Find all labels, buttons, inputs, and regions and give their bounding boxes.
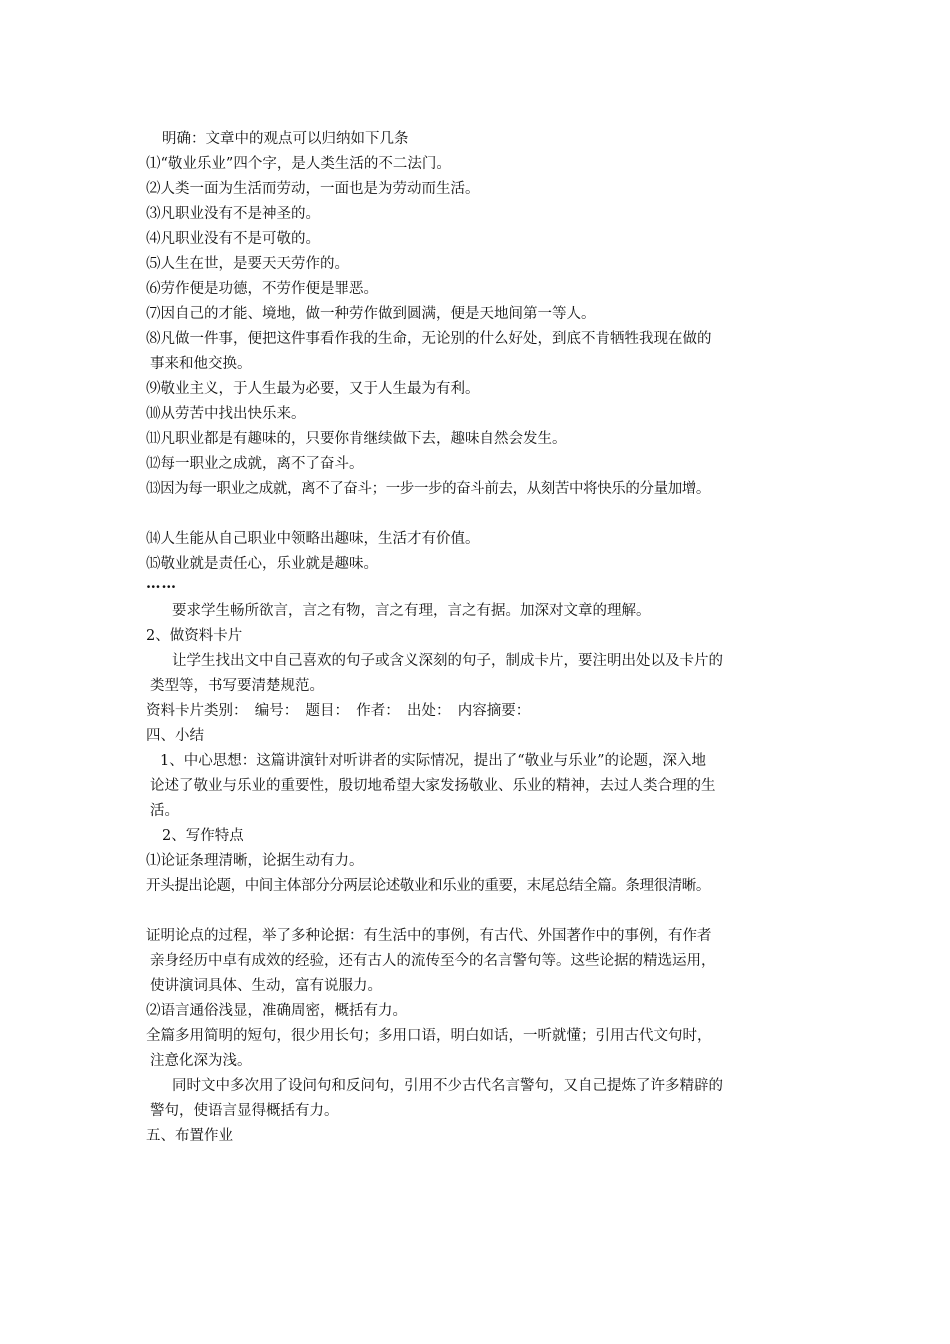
point-4: ⑷凡职业没有不是可敬的。 (146, 231, 320, 247)
central-idea-end: 活。 (150, 803, 179, 819)
point-3: ⑶凡职业没有不是神圣的。 (146, 206, 320, 222)
paragraph-discussion: 要求学生畅所欲言，言之有物，言之有理，言之有据。加深对文章的理解。 (172, 603, 651, 619)
point-11: ⑾凡职业都是有趣味的，只要你肯继续做下去，趣味自然会发生。 (146, 431, 567, 447)
point-10: ⑽从劳苦中找出快乐来。 (146, 406, 306, 422)
point-12: ⑿每一职业之成就，离不了奋斗。 (146, 456, 364, 472)
heading-make-cards: 2、做资料卡片 (146, 628, 243, 644)
point-2: ⑵人类一面为生活而劳动，一面也是为劳动而生活。 (146, 181, 480, 197)
feature-1-structure: 开头提出论题，中间主体部分分两层论述敬业和乐业的重要，末尾总结全篇。条理很清晰。 (146, 878, 710, 894)
point-8: ⑻凡做一件事，便把这件事看作我的生命，无论别的什么好处，到底不肯牺牲我现在做的 (146, 331, 712, 347)
feature-1-evidence-continued: 亲身经历中卓有成效的经验，还有古人的流传至今的名言警句等。这些论据的精选运用， (150, 953, 716, 969)
point-8-continued: 事来和他交换。 (150, 356, 252, 372)
ellipsis: …… (146, 575, 177, 592)
feature-1-evidence: 证明论点的过程，举了多种论据：有生活中的事例，有古代、外国著作中的事例，有作者 (146, 928, 712, 944)
feature-2-rhetoric-end: 警句，使语言显得概括有力。 (150, 1103, 339, 1119)
intro-line: 明确：文章中的观点可以归纳如下几条 (162, 131, 409, 147)
feature-2-rhetoric: 同时文中多次用了设问句和反问句，引用不少古代名言警句，又自己提炼了许多精辟的 (172, 1078, 723, 1094)
heading-homework: 五、布置作业 (146, 1128, 233, 1144)
heading-writing-features: 2、写作特点 (162, 828, 244, 844)
card-fields: 资料卡片类别： 编号： 题目： 作者： 出处： 内容摘要： (146, 703, 531, 719)
paragraph-cards-continued: 类型等，书写要清楚规范。 (150, 678, 324, 694)
paragraph-cards: 让学生找出文中自己喜欢的句子或含义深刻的句子，制成卡片，要注明出处以及卡片的 (172, 653, 723, 669)
central-idea: 1、中心思想：这篇讲演针对听讲者的实际情况，提出了“敬业与乐业”的论题，深入地 (160, 753, 707, 769)
point-14: ⒁人生能从自己职业中领略出趣味，生活才有价值。 (146, 531, 480, 547)
feature-2-title: ⑵语言通俗浅显，准确周密，概括有力。 (146, 1003, 407, 1019)
feature-2-sentences-end: 注意化深为浅。 (150, 1053, 252, 1069)
heading-summary: 四、小结 (146, 728, 204, 744)
point-5: ⑸人生在世，是要天天劳作的。 (146, 256, 349, 272)
feature-1-title: ⑴论证条理清晰，论据生动有力。 (146, 853, 364, 869)
central-idea-continued: 论述了敬业与乐业的重要性，殷切地希望大家发扬敬业、乐业的精神，去过人类合理的生 (150, 778, 716, 794)
point-15: ⒂敬业就是责任心，乐业就是趣味。 (146, 556, 378, 572)
point-1: ⑴“敬业乐业”四个字，是人类生活的不二法门。 (146, 156, 451, 172)
feature-2-sentences: 全篇多用简明的短句，很少用长句；多用口语，明白如话，一听就懂；引用古代文句时， (146, 1028, 712, 1044)
point-9: ⑼敬业主义，于人生最为必要，又于人生最为有利。 (146, 381, 480, 397)
point-7: ⑺因自己的才能、境地，做一种劳作做到圆满，便是天地间第一等人。 (146, 306, 596, 322)
feature-1-evidence-end: 使讲演词具体、生动，富有说服力。 (150, 978, 382, 994)
point-6: ⑹劳作便是功德，不劳作便是罪恶。 (146, 281, 378, 297)
point-13: ⒀因为每一职业之成就，离不了奋斗；一步一步的奋斗前去，从刻苦中将快乐的分量加增。 (146, 481, 710, 497)
